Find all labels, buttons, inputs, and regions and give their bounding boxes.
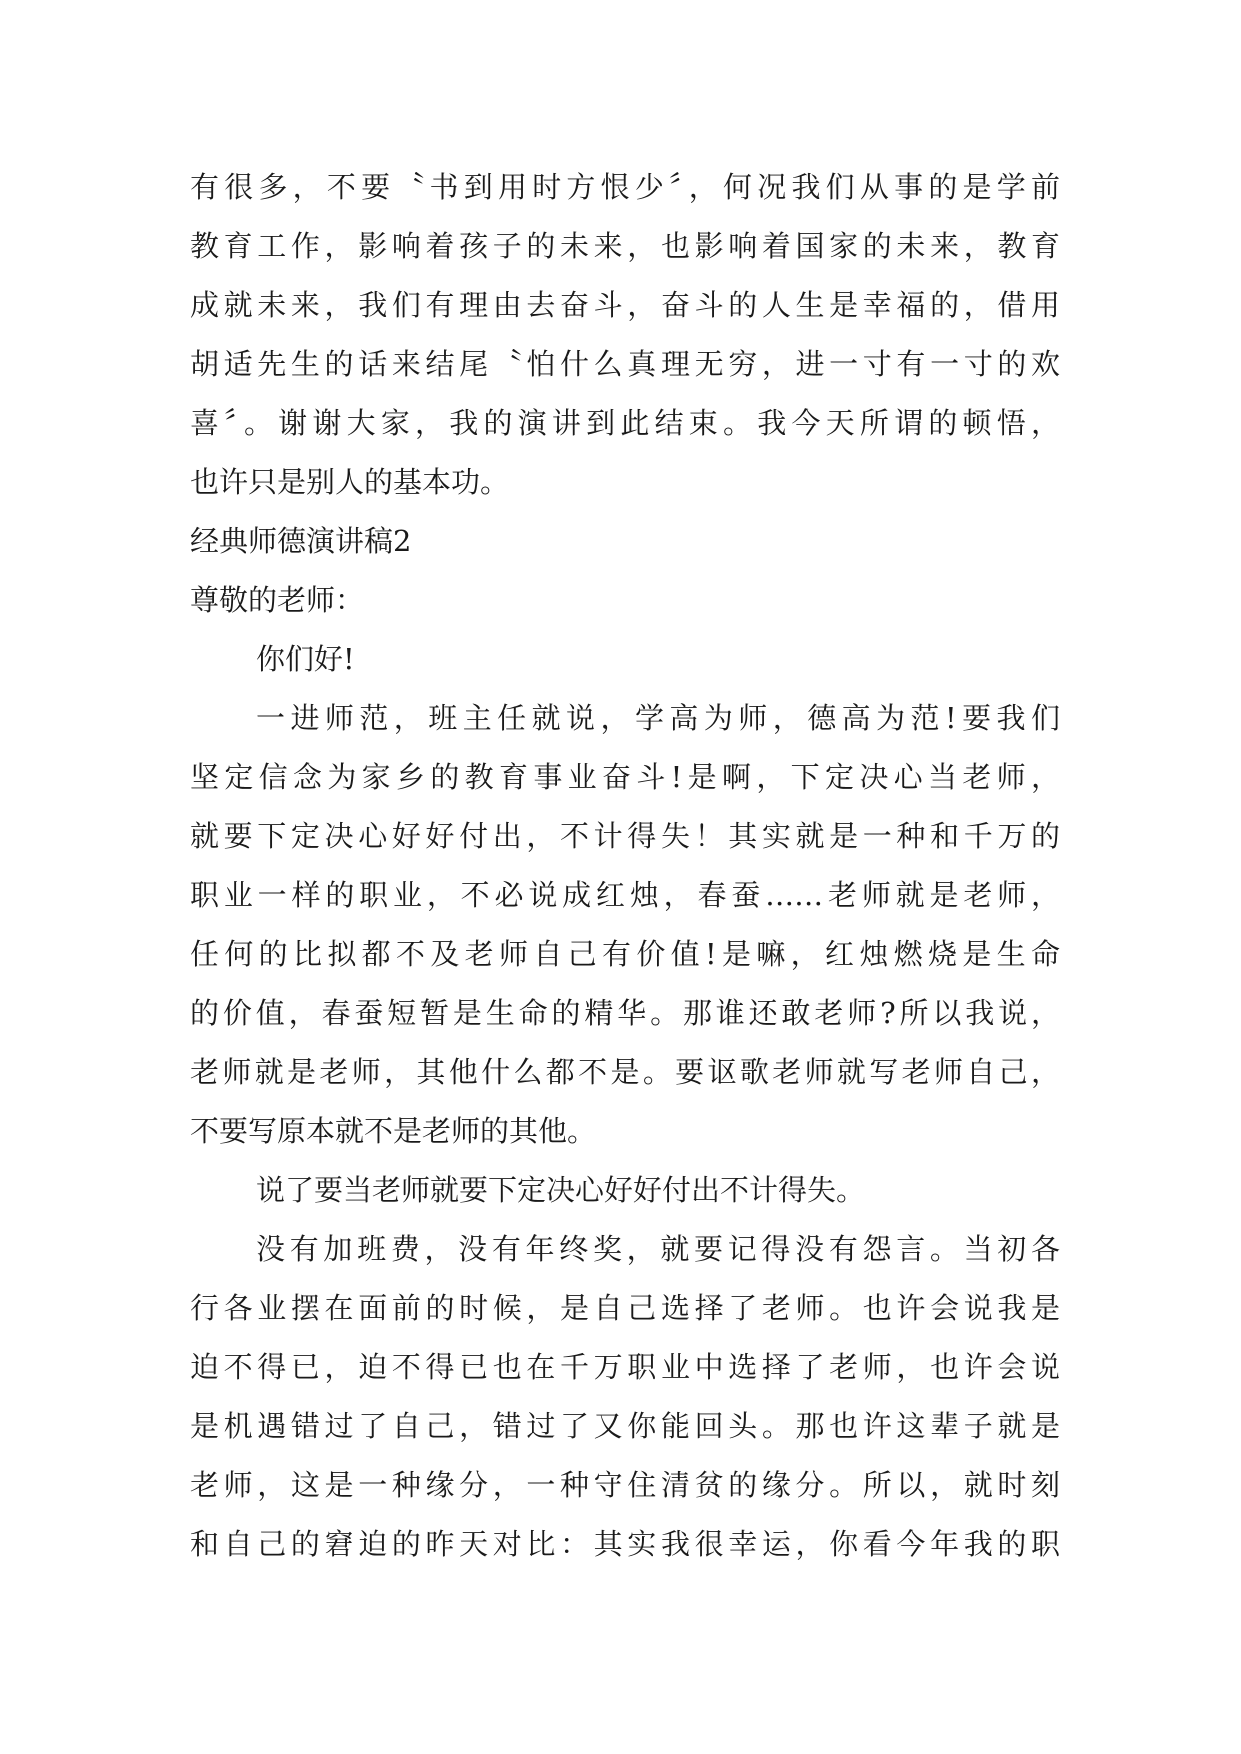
text-line: 老师就是老师，其他什么都不是。要讴歌老师就写老师自己， <box>190 1055 1060 1089</box>
text-line: 喜〞。谢谢大家，我的演讲到此结束。我今天所谓的顿悟， <box>190 406 1060 440</box>
text-line: 的价值，春蚕短暂是生命的精华。那谁还敢老师?所以我说， <box>190 996 1060 1030</box>
section-heading: 经典师德演讲稿2 <box>190 524 412 558</box>
text-line: 就要下定决心好好付出，不计得失！其实就是一种和千万的 <box>190 819 1060 853</box>
document-body <box>190 158 1060 1574</box>
text-line: 成就未来，我们有理由去奋斗，奋斗的人生是幸福的，借用 <box>190 288 1060 322</box>
text-line: 说了要当老师就要下定决心好好付出不计得失。 <box>256 1173 866 1207</box>
text-line: 和自己的窘迫的昨天对比：其实我很幸运，你看今年我的职 <box>190 1527 1060 1561</box>
greeting: 你们好! <box>256 642 355 676</box>
text-line: 任何的比拟都不及老师自己有价值!是嘛，红烛燃烧是生命 <box>190 937 1060 971</box>
salutation: 尊敬的老师： <box>190 583 365 617</box>
text-line: 一进师范，班主任就说，学高为师，德高为范!要我们 <box>256 701 1060 735</box>
text-line: 有很多，不要〝书到用时方恨少〞，何况我们从事的是学前 <box>190 170 1060 204</box>
text-line: 不要写原本就不是老师的其他。 <box>190 1114 597 1148</box>
text-line: 也许只是别人的基本功。 <box>190 465 510 499</box>
text-line: 没有加班费，没有年终奖，就要记得没有怨言。当初各 <box>256 1232 1060 1266</box>
text-line: 老师，这是一种缘分，一种守住清贫的缘分。所以，就时刻 <box>190 1468 1060 1502</box>
text-line: 行各业摆在面前的时候，是自己选择了老师。也许会说我是 <box>190 1291 1060 1325</box>
text-line: 坚定信念为家乡的教育事业奋斗!是啊，下定决心当老师， <box>190 760 1060 794</box>
text-line: 职业一样的职业，不必说成红烛，春蚕……老师就是老师， <box>190 878 1060 912</box>
text-line: 是机遇错过了自己，错过了又你能回头。那也许这辈子就是 <box>190 1409 1060 1443</box>
text-line: 教育工作，影响着孩子的未来，也影响着国家的未来，教育 <box>190 229 1060 263</box>
text-line: 胡适先生的话来结尾〝怕什么真理无穷，进一寸有一寸的欢 <box>190 347 1060 381</box>
text-line: 迫不得已，迫不得已也在千万职业中选择了老师，也许会说 <box>190 1350 1060 1384</box>
